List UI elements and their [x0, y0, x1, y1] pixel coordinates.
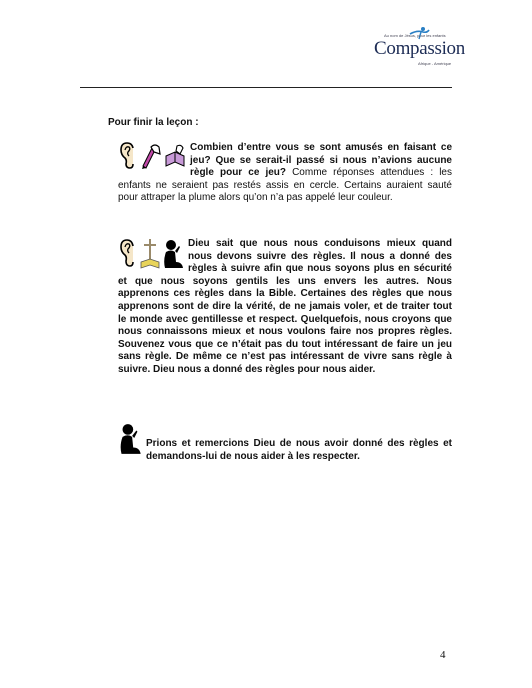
icon-group	[118, 238, 184, 270]
logo-wordmark: Compassion	[374, 38, 465, 59]
cross-bible-icon	[140, 238, 160, 270]
writing-hand-icon	[140, 142, 162, 170]
teaching-block	[118, 238, 452, 377]
ear-icon	[118, 238, 138, 268]
prayer-block	[118, 422, 452, 463]
teaching-text: Dieu sait que nous nous conduisons mieux quand nous devons suivre des règles. Il nous a donné des règles à suivre afin que nous soyons plus en sécurité et que nous soyons gentils les uns envers les autres. Nous apprenons ces règles dans la Bible. Certaines des règles que nous apprenons sont de dire la vérité, de ne jamais voler, et de traiter tout le monde avec gentillesse et respect. Quelquefois, nous croyons que nous connaissons mieux et nous voulons faire nos propres règles. Souvenez vous que ce n’était pas du tout intéressant de faire un jeu sans règle. De même ce n’est pas intéressant de vivre sans règle à suivre. Dieu nous a donné des règles pour nous aider.	[118, 238, 452, 375]
page-number: 4	[440, 649, 446, 661]
question-text: Combien d’entre vous se sont amusés en faisant ce jeu? Que se serait-il passé si nous n’avions aucune règle pour ce jeu?	[190, 142, 452, 179]
praying-child-icon	[118, 422, 142, 456]
icon-group	[118, 142, 186, 170]
prayer-text: Prions et remercions Dieu de nous avoir donné des règles et demandons-lui de nous aider à les respecter.	[146, 438, 452, 462]
expected-answers-text: Comme réponses attendues : les enfants ne seraient pas restés assis en cercle. Certains auraient sauté pour attraper la plume alors qu’on n’a pas appelé leur couleur.	[118, 167, 452, 204]
section-title: Pour finir la leçon :	[108, 117, 199, 128]
compassion-logo	[360, 24, 480, 72]
logo-tagline: Afrique - Amérique	[418, 61, 452, 66]
question-block	[118, 142, 452, 205]
ear-icon	[118, 142, 138, 170]
icon-group	[118, 422, 142, 456]
header-divider	[80, 87, 452, 88]
praying-child-icon	[162, 238, 184, 270]
logo-slogan: Au nom de Jésus, pour les enfants	[384, 33, 446, 38]
book-icon	[164, 142, 186, 170]
